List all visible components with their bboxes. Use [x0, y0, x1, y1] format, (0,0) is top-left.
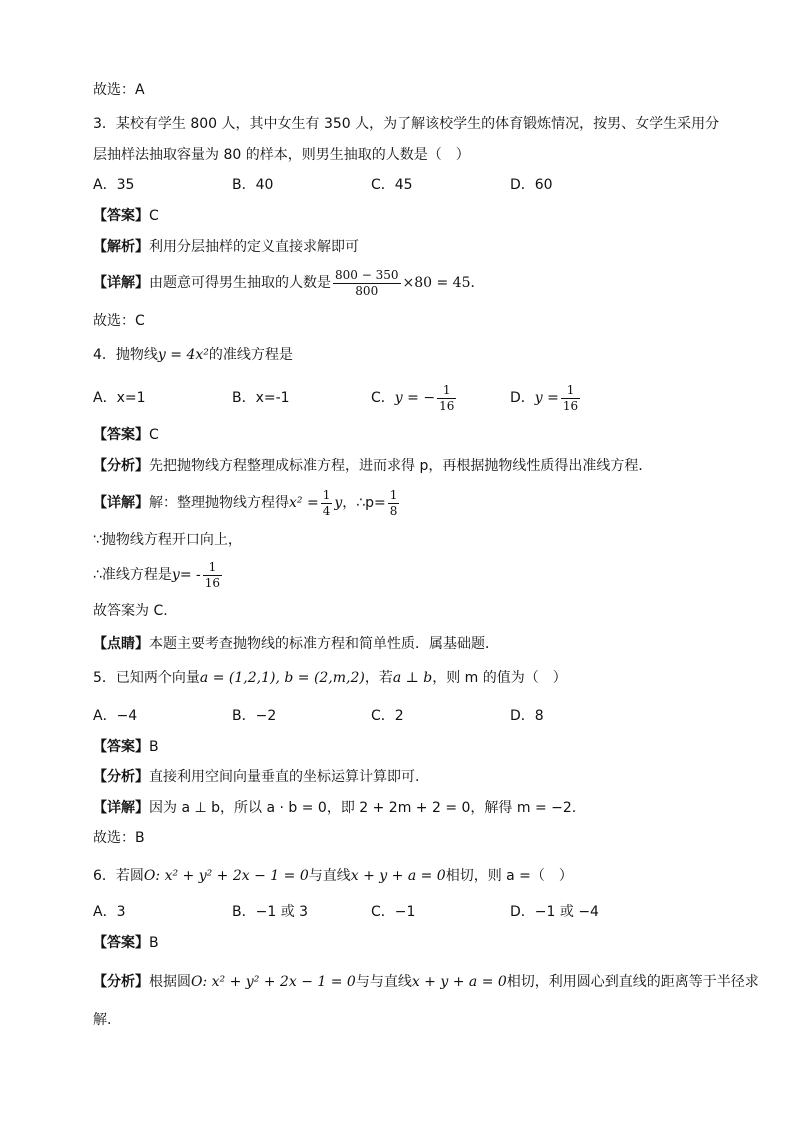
q3-option-a: A．35 — [93, 177, 135, 193]
fraction-numerator: 1 — [322, 487, 331, 502]
jiexi-tag: 【解析】 — [93, 239, 149, 255]
fraction-denominator: 16 — [562, 398, 579, 413]
q3-jiexi — [93, 237, 359, 257]
q5-option-c: C．2 — [371, 708, 404, 724]
q5-analysis — [93, 767, 419, 787]
q4-detail-p: ，∴p= — [342, 495, 386, 511]
fraction-denominator: 4 — [322, 503, 331, 518]
q6-stem-circle: O: x² + y² + 2x − 1 = 0 — [143, 868, 309, 884]
q5-conclusion: 故选：B — [93, 830, 145, 846]
fraction-numerator: 1 — [437, 383, 456, 399]
q4-answer-value: C — [149, 427, 159, 443]
q4-detail-line3-math: y= - — [171, 567, 201, 583]
q4-detail — [93, 485, 401, 521]
q4-option-c-math: y = − — [394, 390, 436, 406]
q5-stem-vectors: a = (1,2,1), b = (2,m,2) — [199, 670, 365, 686]
q4-option-c-label: C． — [371, 390, 395, 406]
fraction-denominator: 16 — [204, 575, 221, 590]
fraction-numerator: 1 — [561, 383, 580, 399]
q5-option-b: B．−2 — [232, 708, 277, 724]
q6-option-a: A．3 — [93, 904, 126, 920]
q5-detail — [93, 798, 576, 818]
q5-analysis-text: 直接利用空间向量垂直的坐标运算计算即可. — [149, 769, 420, 785]
detail-tag: 【详解】 — [93, 495, 149, 511]
analysis-tag: 【分析】 — [93, 769, 149, 785]
q4-detail-fraction — [321, 488, 333, 519]
q4-analysis-text: 先把抛物线方程整理成标准方程，进而求得 p，再根据抛物线性质得出准线方程． — [149, 458, 653, 474]
q4-stem — [93, 345, 293, 365]
q5-answer — [93, 737, 159, 757]
q3-fraction-denominator: 800 — [355, 283, 379, 298]
analysis-tag: 【分析】 — [93, 974, 149, 990]
q4-option-a: A．x=1 — [93, 390, 146, 406]
q4-option-b: B．x=-1 — [232, 390, 290, 406]
q4-option-c — [371, 380, 458, 416]
q3-fraction-numerator: 800 − 350 — [335, 267, 399, 282]
q3-stem-line1: 3．某校有学生 800 人，其中女生有 350 人，为了解该校学生的体育锻炼情况，按男、女学生采用分 — [93, 116, 720, 132]
q4-option-d-label: D． — [510, 390, 535, 406]
q5-stem-perp: a ⊥ b — [392, 670, 433, 686]
q5-answer-value: B — [149, 739, 159, 755]
q4-analysis — [93, 456, 652, 476]
q4-option-c-fraction — [437, 383, 456, 414]
q5-detail-text: 因为 a ⊥ b，所以 a · b = 0，即 2 + 2m + 2 = 0，解得 m = −2. — [149, 800, 577, 816]
answer-tag: 【答案】 — [93, 739, 149, 755]
q6-analysis-circle: O: x² + y² + 2x − 1 = 0 — [191, 974, 356, 990]
q6-analysis — [93, 972, 759, 992]
fraction-denominator: 16 — [439, 398, 455, 413]
q4-detail-line3-text: ∴准线方程是 — [93, 567, 172, 583]
q4-detail-text: 解：整理抛物线方程得 — [149, 495, 289, 511]
q5-option-d: D．8 — [510, 708, 544, 724]
q6-stem-prefix: 6．若圆 — [93, 868, 144, 884]
q6-analysis-mid: 与与直线 — [355, 974, 412, 990]
q4-stem-prefix: 4．抛物线 — [93, 347, 158, 363]
analysis-tag: 【分析】 — [93, 458, 149, 474]
q3-detail-text: 由题意可得男生抽取的人数是 — [149, 275, 331, 291]
fraction-numerator: 1 — [203, 560, 222, 576]
q3-option-b: B．40 — [232, 177, 274, 193]
remark-tag: 【点睛】 — [93, 636, 149, 652]
q4-detail-line3-fraction — [203, 560, 222, 591]
q5-stem — [93, 668, 567, 688]
q3-answer-value: C — [149, 208, 159, 224]
q4-detail-line2: ∵抛物线方程开口向上， — [93, 532, 242, 548]
q4-remark-text: 本题主要考查抛物线的标准方程和简单性质．属基础题． — [149, 636, 499, 652]
q4-conclusion: 故答案为 C. — [93, 603, 168, 619]
q4-detail-equation: x² = — [289, 495, 319, 511]
q2-conclusion: 故选：A — [93, 82, 145, 98]
q3-detail — [93, 265, 485, 301]
q3-answer — [93, 206, 159, 226]
q4-option-d — [510, 380, 582, 416]
q5-stem-mid: ，若 — [364, 670, 393, 686]
q4-answer — [93, 425, 159, 445]
q6-stem-suffix: 相切，则 a =（ ） — [445, 868, 573, 884]
q6-analysis-prefix: 根据圆 — [149, 974, 191, 990]
answer-tag: 【答案】 — [93, 935, 149, 951]
q3-detail-result: ×80 = 45． — [402, 275, 485, 291]
q6-option-d: D．−1 或 −4 — [510, 904, 599, 920]
detail-tag: 【详解】 — [93, 275, 149, 291]
q6-answer — [93, 933, 159, 953]
q6-option-b: B．−1 或 3 — [232, 904, 309, 920]
detail-tag: 【详解】 — [93, 800, 149, 816]
q4-remark — [93, 634, 499, 654]
q4-detail-p-fraction — [388, 488, 400, 519]
q4-detail-y: y — [334, 495, 343, 511]
q6-option-c: C．−1 — [371, 904, 416, 920]
q6-analysis-end: 解. — [93, 1012, 112, 1028]
q6-stem — [93, 866, 573, 886]
q3-jiexi-text: 利用分层抽样的定义直接求解即可 — [149, 239, 359, 255]
fraction-denominator: 8 — [389, 503, 398, 518]
q5-option-a: A．−4 — [93, 708, 138, 724]
q4-stem-equation: y = 4x² — [157, 347, 209, 363]
q6-stem-mid: 与直线 — [308, 868, 351, 884]
q6-analysis-suffix: 相切，利用圆心到直线的距离等于半径求 — [506, 974, 759, 990]
q4-detail-line3 — [93, 557, 224, 593]
answer-tag: 【答案】 — [93, 427, 149, 443]
q6-stem-line: x + y + a = 0 — [350, 868, 446, 884]
q4-option-d-math: y = — [534, 390, 559, 406]
q4-stem-suffix: 的准线方程是 — [208, 347, 293, 363]
fraction-numerator: 1 — [389, 487, 398, 502]
answer-tag: 【答案】 — [93, 208, 149, 224]
q6-answer-value: B — [149, 935, 159, 951]
q4-option-d-fraction — [561, 383, 580, 414]
q3-option-d: D．60 — [510, 177, 553, 193]
q5-stem-prefix: 5．已知两个向量 — [93, 670, 200, 686]
q3-option-c: C．45 — [371, 177, 413, 193]
q3-fraction — [333, 268, 401, 299]
q6-analysis-line: x + y + a = 0 — [411, 974, 507, 990]
q3-stem-line2: 层抽样法抽取容量为 80 的样本，则男生抽取的人数是（ ） — [93, 147, 470, 163]
q3-conclusion: 故选：C — [93, 313, 145, 329]
q5-stem-suffix: ，则 m 的值为（ ） — [432, 670, 567, 686]
